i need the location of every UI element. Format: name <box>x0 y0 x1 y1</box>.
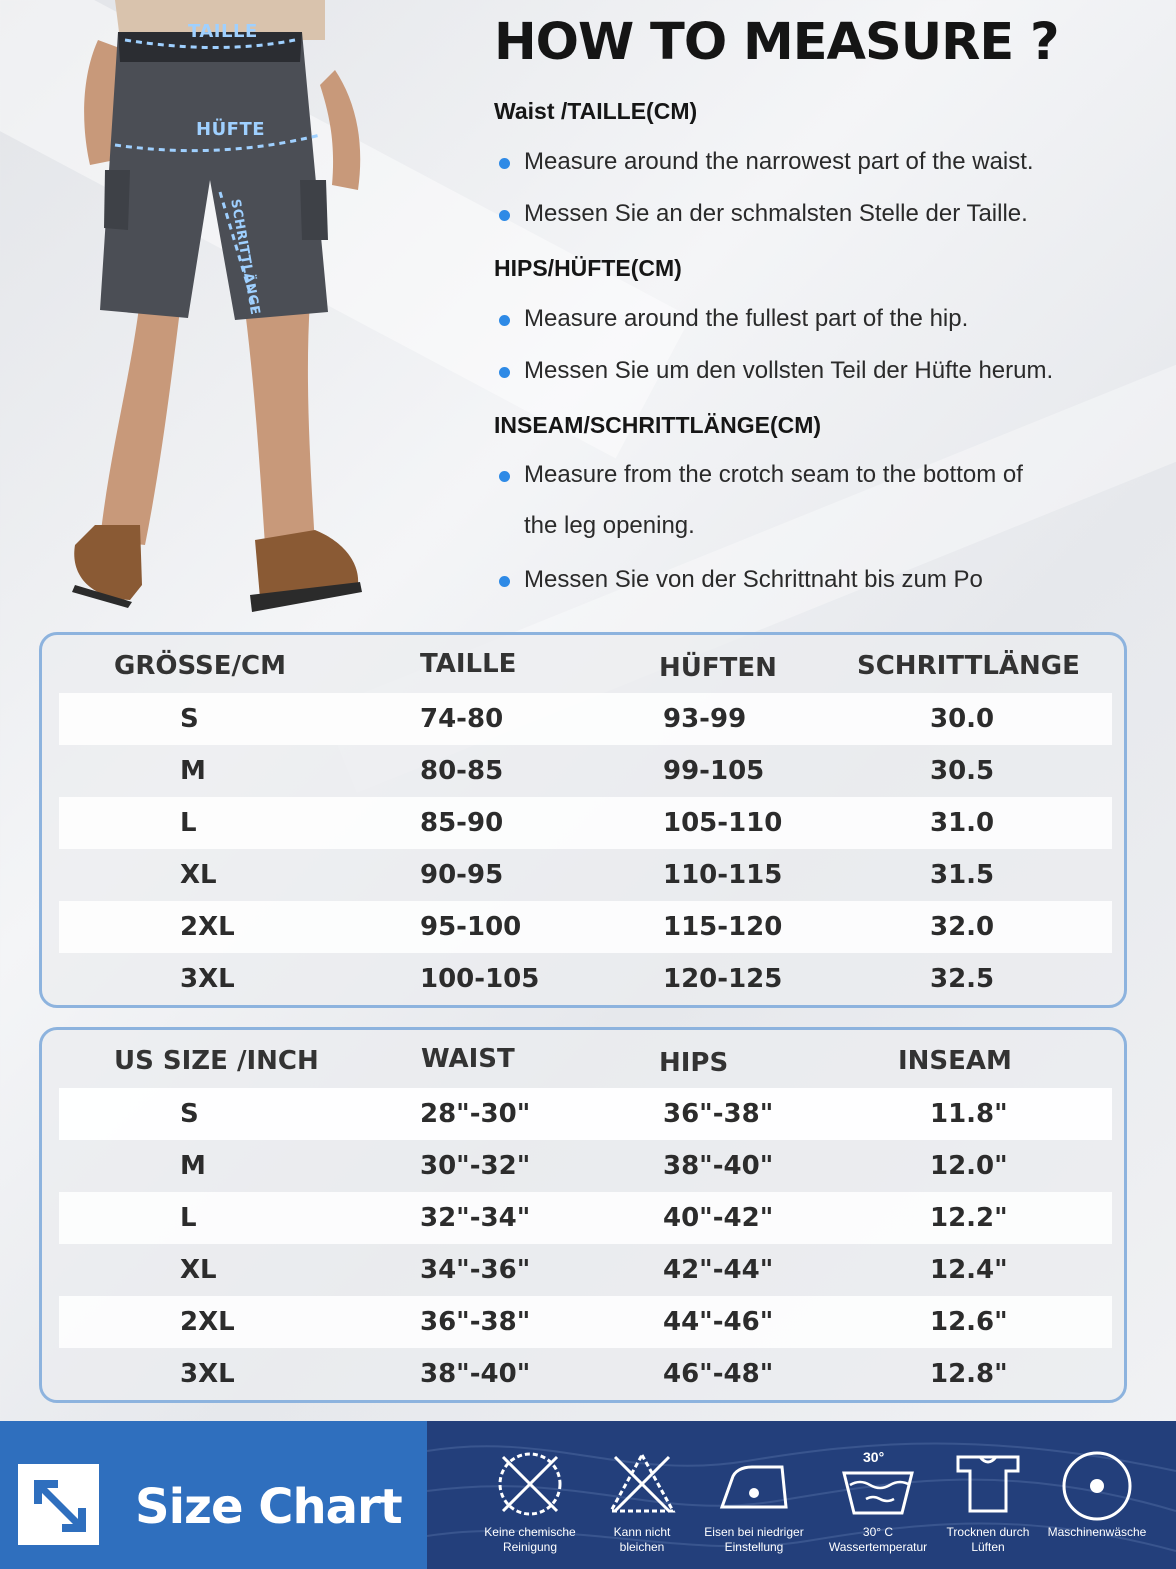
care-item: 30° 30° C Wassertemperatur <box>828 1449 928 1554</box>
hips-bullet-de: Messen Sie um den vollsten Teil der Hüfte herum. <box>494 357 1053 385</box>
col-inseam: SCHRITTLÄNGE <box>857 651 1080 681</box>
waist-bullet-de: Messen Sie an der schmalsten Stelle der Taille. <box>494 200 1028 228</box>
col-size: US SIZE /INCH <box>114 1046 319 1076</box>
waist-label: TAILLE <box>188 21 258 42</box>
inseam-bullet-en: Measure from the crotch seam to the bottom of the leg opening. <box>494 461 1023 540</box>
table-header <box>42 1030 1124 1088</box>
col-waist: WAIST <box>421 1044 515 1074</box>
table-row: 2XL 36"-38" 44"-46" 12.6" <box>59 1296 1112 1348</box>
hang-dry-icon <box>948 1449 1028 1519</box>
wash-temp: 30° <box>863 1449 885 1465</box>
table-row: L 32"-34" 40"-42" 12.2" <box>59 1192 1112 1244</box>
table-row: 2XL 95-100 115-120 32.0 <box>59 901 1112 953</box>
care-item: Trocknen durch Lüften <box>932 1449 1044 1555</box>
table-row: XL 90-95 110-115 31.5 <box>180 860 995 890</box>
care-item: Eisen bei niedriger Einstellung <box>698 1449 810 1555</box>
no-dry-clean-icon <box>495 1449 565 1519</box>
page-title: HOW TO MEASURE ? <box>494 13 1059 72</box>
machine-wash-icon <box>1060 1449 1134 1523</box>
size-table-cm <box>39 632 1127 1008</box>
hips-section-title: HIPS/HÜFTE(CM) <box>494 255 682 281</box>
hips-bullet-en: Measure around the fullest part of the hip. <box>494 305 968 333</box>
table-row: S 28"-30" 36"-38" 11.8" <box>59 1088 1112 1140</box>
table-row: S 74-80 93-99 30.0 <box>59 693 1112 745</box>
care-item: Keine chemische Reinigung <box>474 1449 586 1555</box>
footer-banner <box>0 1421 1176 1569</box>
care-instructions <box>427 1421 1176 1569</box>
col-waist: TAILLE <box>420 649 517 679</box>
inseam-bullet-de: Messen Sie von der Schrittnaht bis zum Po <box>494 566 983 594</box>
col-hips: HIPS <box>659 1048 729 1078</box>
col-inseam: INSEAM <box>898 1046 1012 1076</box>
measure-instructions <box>494 10 1154 593</box>
table-row: L 85-90 105-110 31.0 <box>59 797 1112 849</box>
table-row: M 30"-32" 38"-40" 12.0" <box>180 1151 1008 1181</box>
table-header <box>42 635 1124 693</box>
footer-title-panel <box>0 1421 427 1569</box>
table-row: M 80-85 99-105 30.5 <box>180 756 995 786</box>
size-table-us <box>39 1027 1127 1403</box>
col-hips: HÜFTEN <box>659 653 777 683</box>
inseam-section-title: INSEAM/SCHRITTLÄNGE(CM) <box>494 412 822 438</box>
shorts-illustration <box>70 0 370 615</box>
hips-label: HÜFTE <box>196 119 266 140</box>
diagonal-arrow-icon <box>18 1464 99 1545</box>
col-size: GRÖSSE/CM <box>114 651 286 681</box>
table-row: 3XL 100-105 120-125 32.5 <box>180 964 995 994</box>
iron-low-icon <box>714 1449 794 1519</box>
table-row: 3XL 38"-40" 46"-48" 12.8" <box>180 1359 1008 1389</box>
waist-section-title: Waist /TAILLE(CM) <box>494 98 698 124</box>
model-figure <box>70 0 370 615</box>
size-chart-title: Size Chart <box>135 1479 402 1535</box>
care-item: Kann nicht bleichen <box>586 1449 698 1555</box>
care-item: Maschinenwäsche <box>1041 1449 1153 1540</box>
inseam-label: SCHRITTLÄNGE <box>227 198 263 317</box>
waist-bullet-en: Measure around the narrowest part of the waist. <box>494 148 1034 176</box>
table-row: XL 34"-36" 42"-44" 12.4" <box>180 1255 1008 1285</box>
no-bleach-icon <box>607 1449 677 1519</box>
